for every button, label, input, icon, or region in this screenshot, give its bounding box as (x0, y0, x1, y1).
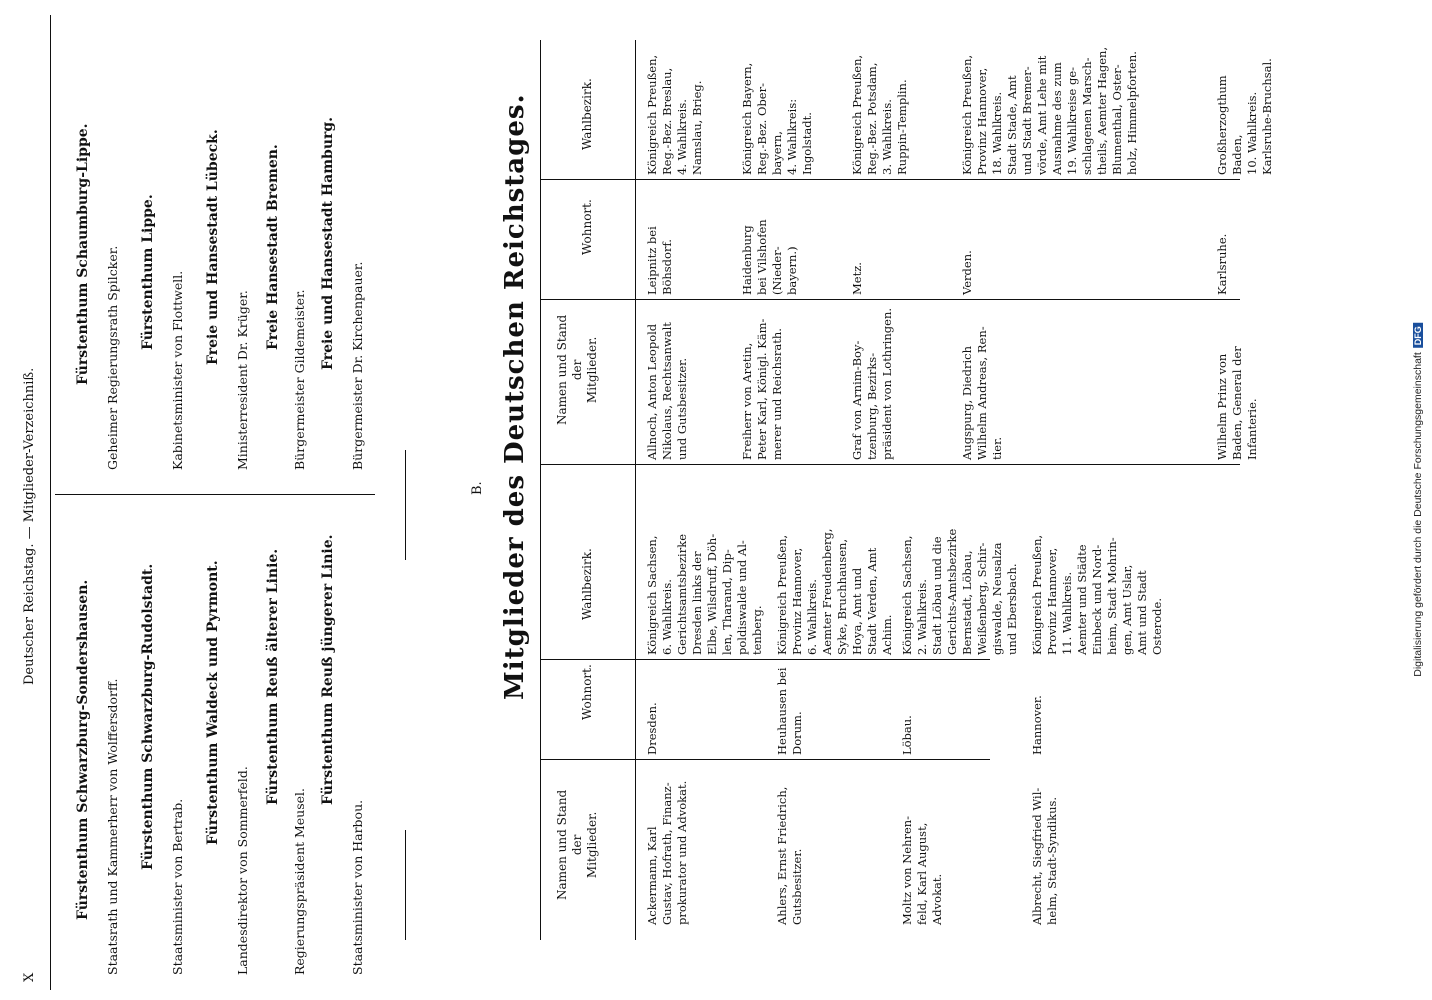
short-rule (405, 450, 406, 560)
member-residence: Löbau. (900, 715, 914, 755)
member-district: Königreich Preußen, Provinz Hannover, 18. Wahlkreis. Stadt Stade, Amt und Stadt Bremer- vörde, Amt Lehe mit Ausnahme des zum 19. Wahlkreise ge- schlagenen Marsch- theils, Aemter Hagen, Blumenthal, Oster- holz, Himmelpforten. (960, 46, 1139, 175)
member-residence: Verden. (960, 250, 974, 295)
member-district: Großherzogthum Baden, 10. Wahlkreis. Karlsruhe-Bruchsal. (1215, 58, 1274, 175)
digitization-credit (1412, 323, 1424, 677)
member-name: Augspurg, Diedrich Wilhelm Andreas, Ren- tier. (960, 326, 1004, 460)
state-heading: Freie Hansestadt Bremen. (265, 144, 281, 350)
table-column-rule (540, 179, 1240, 180)
member-district: Königreich Preußen, Provinz Hannover, 6. Wahlkreis. Aemter Freudenberg, Syke, Bruchhausen, Hoya, Amt und Stadt Verden, Amt Achim. (775, 528, 894, 655)
column-header-district: Wahlbezirk. (580, 78, 594, 150)
member-district: Königreich Bayern, Reg.-Bez. Ober- bayern, 4. Wahlkreis: Ingolstadt. (740, 62, 814, 175)
member-district: Königreich Preußen, Reg.-Bez. Potsdam, 3. Wahlkreis. Ruppin-Templin. (850, 54, 909, 175)
table-header-rule (635, 40, 636, 940)
column-header-residence: Wohnort. (580, 199, 594, 255)
member-residence: Hannover. (1030, 695, 1044, 755)
head-rule (50, 15, 51, 990)
state-delegate: Bürgermeister Dr. Kirchenpauer. (350, 261, 365, 470)
state-heading: Fürstenthum Waldeck und Pyrmont. (205, 560, 221, 845)
member-name: Ahlers, Ernst Friedrich, Gutsbesitzer. (775, 786, 804, 925)
state-heading: Fürstenthum Reuß älterer Linie. (265, 548, 281, 805)
state-delegate: Ministerresident Dr. Krüger. (235, 290, 250, 470)
member-district: Königreich Sachsen, 2. Wahlkreis. Stadt Löbau und die Gerichts-Amtsbezirke Bernstadt, Löbau, Weißenberg, Schir- giswalde, Neusalza und Ebersbach. (900, 528, 1019, 655)
state-heading: Freie und Hansestadt Lübeck. (205, 129, 221, 365)
member-name: Allnoch, Anton Leopold Nikolaus, Rechtsanwalt und Gutsbesitzer. (645, 322, 689, 460)
member-residence: Haidenburg bei Vilshofen (Nieder- bayern.) (740, 219, 799, 295)
member-residence: Karlsruhe. (1215, 233, 1229, 295)
state-delegate: Staatsminister von Bertrab. (170, 798, 185, 975)
table-top-rule (540, 40, 541, 940)
state-delegate: Staatsminister von Harbou. (350, 799, 365, 975)
state-heading: Fürstenthum Lippe. (140, 194, 156, 350)
member-residence: Heuhausen bei Dorum. (775, 667, 804, 755)
table-divider (540, 464, 1240, 465)
member-district: Königreich Sachsen, 6. Wahlkreis. Gerichtsamtsbezirke Dresden links der Elbe, Wilsdruff, Döh- len, Tharand, Dip- poldiswalde und Al- tenberg. (645, 533, 764, 655)
state-delegate: Bürgermeister Gildemeister. (292, 289, 307, 470)
state-delegate: Staatsrath und Kammerherr von Wolffersdorff. (105, 678, 120, 975)
member-name: Wilhelm Prinz von Baden, General der Infanterie. (1215, 346, 1259, 460)
column-header-residence: Wohnort. (580, 664, 594, 720)
column-divider (55, 494, 375, 495)
member-name: Ackermann, Karl Gustav, Hofrath, Finanz- prokurator und Advokat. (645, 780, 689, 925)
state-heading: Fürstenthum Reuß jüngerer Linie. (320, 534, 336, 805)
page-number: X (22, 972, 37, 982)
member-name: Moltz von Nehren- feld, Karl August, Advokat. (900, 815, 944, 925)
table-column-rule (540, 659, 990, 660)
column-header-district: Wahlbezirk. (580, 548, 594, 620)
state-heading: Fürstenthum Schwarzburg-Sondershausen. (75, 579, 91, 920)
member-name: Graf von Arnim-Boy- tzenburg, Bezirks- präsident von Lothringen. (850, 307, 894, 460)
state-heading: Fürstenthum Schaumburg-Lippe. (75, 123, 91, 385)
member-name: Albrecht, Siegfried Wil- helm, Stadt-Syndikus. (1030, 787, 1059, 925)
table-column-rule (540, 759, 990, 760)
short-rule (405, 830, 406, 940)
column-header-name: Namen und Stand der Mitglieder. (555, 314, 599, 425)
state-delegate: Geheimer Regierungsrath Spilcker. (105, 245, 120, 470)
state-delegate: Kabinetsminister von Flottwell. (170, 270, 185, 470)
table-column-rule (540, 299, 1240, 300)
section-letter: B. (470, 481, 485, 495)
state-heading: Freie und Hansestadt Hamburg. (320, 116, 336, 370)
member-name: Freiherr von Aretin, Peter Karl, Königl. Käm- merer und Reichsrath. (740, 318, 784, 460)
member-residence: Leipnitz bei Böhsdorf. (645, 226, 674, 295)
column-header-name: Namen und Stand der Mitglieder. (555, 789, 599, 900)
member-residence: Metz. (850, 262, 864, 295)
section-title: Mitglieder des Deutschen Reichstages. (500, 93, 530, 700)
member-residence: Dresden. (645, 702, 659, 755)
credit-text: Digitalisierung gefördert durch die Deutsche Forschungsgemeinschaft (1412, 352, 1424, 677)
state-heading: Fürstenthum Schwarzburg-Rudolstadt. (140, 563, 156, 870)
member-district: Königreich Preußen, Reg.-Bez. Breslau, 4. Wahlkreis. Namslau, Brieg. (645, 54, 704, 175)
dfg-logo: DFG (1413, 323, 1423, 348)
member-district: Königreich Preußen, Provinz Hannover, 11. Wahlkreis. Aemter und Städte Einbeck und Nord- heim, Stadt Mohrin- gen, Amt Uslar, Amt und Stadt Osterode. (1030, 534, 1164, 655)
state-delegate: Landesdirektor von Sommerfeld. (235, 766, 250, 975)
running-head: Deutscher Reichstag. — Mitglieder-Verzeichniß. (22, 367, 37, 685)
state-delegate: Regierungspräsident Meusel. (292, 787, 307, 975)
